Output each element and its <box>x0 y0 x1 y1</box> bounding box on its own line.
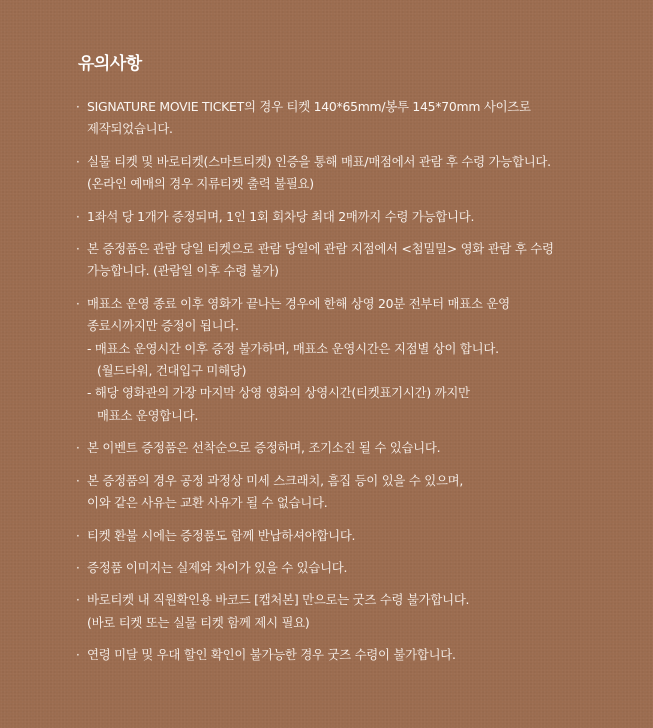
notice-item-text: 1좌석 당 1개가 증정되며, 1인 1회 회차당 최대 2매까지 수령 가능합니다. <box>87 208 475 224</box>
notice-item <box>76 206 586 228</box>
notice-sub-item-text: (월드타워, 건대입구 미해당) <box>97 363 247 379</box>
bullet-icon: · <box>76 242 80 257</box>
notice-item <box>76 589 586 634</box>
notice-item-text: 매표소 운영 종료 이후 영화가 끝나는 경우에 한해 상영 20분 전부터 매표소 운영 <box>87 295 510 311</box>
notice-item-text: 증정품 이미지는 실제와 차이가 있을 수 있습니다. <box>87 559 348 575</box>
notice-item-text: 바로티켓 내 직원확인용 바코드 [캡처본] 만으로는 굿즈 수령 불가합니다. <box>87 592 470 608</box>
bullet-icon: · <box>76 560 80 575</box>
notice-title: 유의사항 <box>78 54 142 74</box>
notice-item-text: 제작되었습니다. <box>87 121 173 137</box>
bullet-icon: · <box>76 528 80 543</box>
notice-sub-item-text: - 해당 영화관의 가장 마지막 상영 영화의 상영시간(티켓표기시간) 까지만 <box>87 385 470 401</box>
notice-item-text: 이와 같은 사유는 교환 사유가 될 수 없습니다. <box>87 495 328 511</box>
notice-item <box>76 525 586 547</box>
bullet-icon: · <box>76 473 80 488</box>
notice-item-text: (온라인 예매의 경우 지류티켓 출력 불필요) <box>87 176 314 192</box>
bullet-icon: · <box>76 648 80 663</box>
bullet-icon: · <box>76 100 80 114</box>
notice-item-text: 티켓 환불 시에는 증정품도 함께 반납하셔야합니다. <box>87 527 356 543</box>
bullet-icon: · <box>76 154 80 169</box>
bullet-icon: · <box>76 441 80 456</box>
bullet-icon: · <box>76 296 80 311</box>
notice-item-text: 본 증정품은 관람 당일 티켓으로 관람 당일에 관람 지점에서 <첨밀밀> 영화 관람 후 수령 <box>87 241 554 257</box>
notice-list <box>76 96 586 677</box>
notice-item-text: 연령 미달 및 우대 할인 확인이 불가능한 경우 굿즈 수령이 불가합니다. <box>87 647 456 663</box>
notice-item <box>76 238 586 283</box>
notice-item-text: 가능합니다. (관람일 이후 수령 불가) <box>87 263 279 279</box>
notice-item <box>76 437 586 459</box>
notice-item <box>76 151 586 196</box>
notice-item <box>76 96 586 141</box>
notice-item-text: 본 이벤트 증정품은 선착순으로 증정하며, 조기소진 될 수 있습니다. <box>87 440 441 456</box>
notice-item <box>76 293 586 427</box>
notice-item-text: SIGNATURE MOVIE TICKET의 경우 티켓 140*65mm/봉투 145*70mm 사이즈로 <box>87 99 531 114</box>
notice-item-text: 본 증정품의 경우 공정 과정상 미세 스크래치, 흠집 등이 있을 수 있으며, <box>87 472 464 488</box>
notice-item-text: (바로 티켓 또는 실물 티켓 함께 제시 필요) <box>87 614 310 630</box>
notice-item <box>76 470 586 515</box>
bullet-icon: · <box>76 593 80 608</box>
notice-item <box>76 644 586 666</box>
notice-item <box>76 557 586 579</box>
notice-item-text: 종료시까지만 증정이 됩니다. <box>87 318 239 334</box>
notice-sub-item-text: 매표소 운영합니다. <box>97 407 199 423</box>
bullet-icon: · <box>76 209 80 224</box>
notice-sub-item-text: - 매표소 운영시간 이후 증정 불가하며, 매표소 운영시간은 지점별 상이 합니다. <box>87 340 499 356</box>
notice-item-text: 실물 티켓 및 바로티켓(스마트티켓) 인증을 통해 매표/매점에서 관람 후 수령 가능합니다. <box>87 153 551 169</box>
